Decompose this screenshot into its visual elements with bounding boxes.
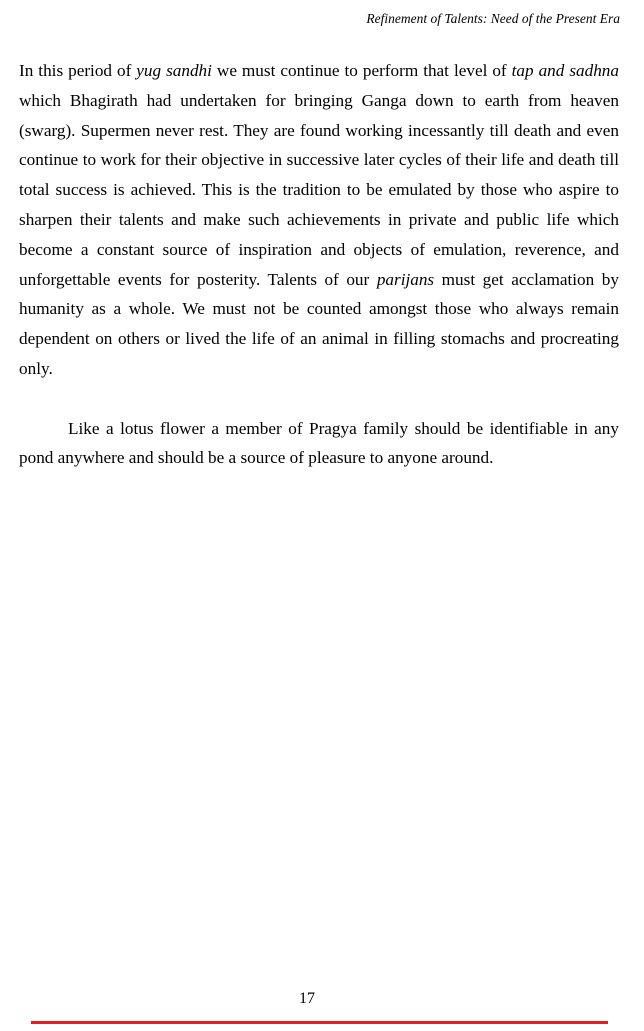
body-text xyxy=(19,56,619,473)
p1-text-3: which Bhagirath had undertaken for bringing Ganga down to earth from heaven (swarg). Supermen never rest. They are found working incessantly till death and even continue to work for their objective in successive later cycles of their life and death till total success is achieved. This is the tradition to be emulated by those who aspire to sharpen their talents and make such achievements in private and public life which become a constant source of inspiration and objects of emulation, reverence, and unforgettable events for posterity. Talents of our xyxy=(19,90,619,289)
page-number: 17 xyxy=(299,990,315,1007)
paragraph-1 xyxy=(19,56,619,384)
p1-italic-tap-and-sadhna: tap and sadhna xyxy=(511,61,619,80)
p1-italic-parijans: parijans xyxy=(376,269,435,289)
p1-text-4: must get acclamation by humanity as a whole. We must not be counted amongst those who always remain dependent on others or lived the life of an animal in filling stomachs and procreating only. xyxy=(19,269,619,378)
paragraph-2: Like a lotus flower a member of Pragya family should be identifiable in any pond anywhere and should be a source of pleasure to anyone around. xyxy=(19,418,619,468)
p1-text-1: In this period of xyxy=(19,61,137,80)
p1-italic-yug-sandhi: yug sandhi xyxy=(136,61,212,80)
p1-text-2: we must continue to perform that level of xyxy=(211,61,512,80)
running-header: Refinement of Talents: Need of the Present Era xyxy=(366,11,620,26)
footer-rule xyxy=(31,1021,608,1024)
